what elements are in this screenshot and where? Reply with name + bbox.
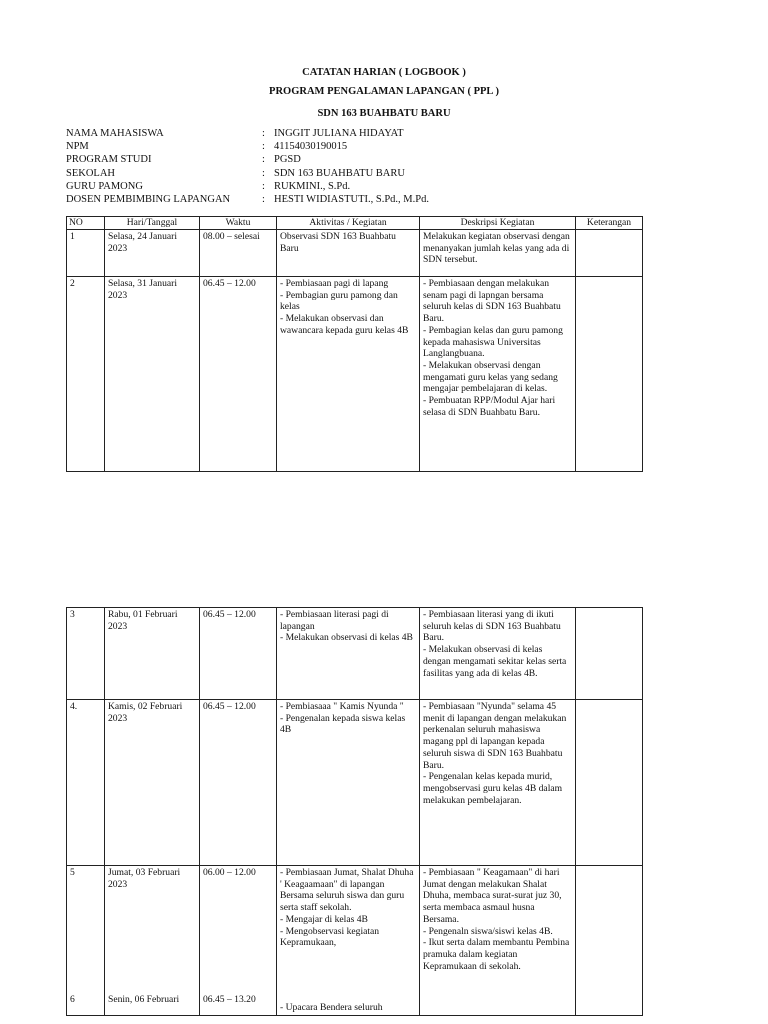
info-colon: : <box>262 193 265 205</box>
row-description <box>420 700 576 866</box>
description-line: - Pembiasaan dengan melakukan senam pagi di lapngan bersama seluruh kelas di SDN 163 Buahbatu Baru. <box>423 278 561 325</box>
info-colon: : <box>262 180 265 192</box>
header-activity: Aktivitas / Kegiatan <box>277 217 420 230</box>
activity-line: - Pembiasaan Jumat, Shalat Dhuha ' Keagaamaan" di lapangan Bersama seluruh siswa dan guru serta staff sekolah. <box>280 867 414 914</box>
description-line: - Pembiasaan literasi yang di ikuti seluruh kelas di SDN 163 Buahbatu Baru. <box>423 609 561 644</box>
row-date-value-next: Senin, 06 Februari <box>108 994 180 1005</box>
activity-line: - Pembiasaan literasi pagi di lapangan <box>280 609 389 632</box>
info-label: SEKOLAH <box>66 167 115 179</box>
description-line: Melakukan kegiatan observasi dengan menanyakan jumlah kelas yang ada di SDN tersebut. <box>423 231 570 266</box>
program-title: PROGRAM PENGALAMAN LAPANGAN ( PPL ) <box>269 86 499 97</box>
activity-line: - Pembagian guru pamong dan kelas <box>280 289 398 313</box>
activity-line: - Pembiasaaa " Kamis Nyunda " <box>280 701 404 712</box>
row-date: Rabu, 01 Februari 2023 <box>105 608 200 700</box>
description-line: - Pembiasaan "Nyunda" selama 45 menit di lapangan dengan melakukan perkenalan seluruh mahasiswa magang ppl di lapangan kepada seluruh siswa di SDN 163 Buahbatu Baru. <box>423 701 567 771</box>
row-activity <box>277 608 420 700</box>
header-description: Deskripsi Kegiatan <box>420 217 576 230</box>
description-line: - Pembuatan RPP/Modul Ajar hari selasa di SDN Buahbatu Baru. <box>423 395 556 418</box>
table-header-row <box>67 217 643 230</box>
info-label: NPM <box>66 141 89 153</box>
description-line: - Melakukan observasi dengan mengamati guru kelas yang sedang mengajar pembelajaran di kelas. <box>423 359 558 395</box>
description-line: - Melakukan observasi di kelas dengan mengamati sekitar kelas serta fasilitas yang ada di kelas 4B. <box>423 644 567 679</box>
header-no: NO <box>67 217 105 230</box>
activity-line: - Melakukan observasi di kelas 4B <box>280 632 413 644</box>
activity-line: - Pembiasaan pagi di lapang <box>280 278 389 289</box>
description-line: - Pembiasaan " Keagamaan" di hari Jumat dengan melakukan Shalat Dhuha, membaca surat-surat juz 30, serta membaca asmaul husna Bersama. <box>423 867 562 925</box>
logbook-table-1 <box>66 216 643 472</box>
row-date: Selasa, 24 Januari 2023 <box>105 230 200 277</box>
info-value: RUKMINI., S.Pd. <box>274 180 351 192</box>
description-line: - Ikut serta dalam membantu Pembina pramuka dalam kegiatan Kepramukaan di sekolah. <box>423 937 570 972</box>
activity-line-next: - Upacara Bendera seluruh <box>280 1002 383 1013</box>
activity-line: Observasi SDN 163 Buahbatu Baru <box>280 231 396 254</box>
description-line: - Pengenaln siswa/siswi kelas 4B. <box>423 925 553 937</box>
row-time: 06.45 – 12.00 <box>200 608 277 700</box>
row-description <box>420 230 576 277</box>
table-row <box>67 700 643 866</box>
row-no: 3 <box>67 608 105 700</box>
row-note <box>576 700 643 866</box>
logbook-title: CATATAN HARIAN ( LOGBOOK ) <box>302 67 466 78</box>
info-value: SDN 163 BUAHBATU BARU <box>274 167 405 179</box>
row-note <box>576 866 643 1016</box>
table-row <box>67 608 643 700</box>
row-no-value-next: 6 <box>70 994 75 1005</box>
info-label: GURU PAMONG <box>66 180 143 192</box>
row-no-value: 5 <box>70 867 75 878</box>
row-description <box>420 608 576 700</box>
row-description <box>420 277 576 472</box>
row-note <box>576 277 643 472</box>
activity-line: - Melakukan observasi dan wawancara kepada guru kelas 4B <box>280 313 409 336</box>
table-row <box>67 277 643 472</box>
logbook-table-2 <box>66 607 643 1016</box>
info-value: HESTI WIDIASTUTI., S.Pd., M.Pd. <box>274 193 429 205</box>
row-no: 2 <box>67 277 105 472</box>
row-activity <box>277 866 420 1016</box>
info-label: DOSEN PEMBIMBING LAPANGAN <box>66 193 231 205</box>
row-date: Kamis, 02 Februari 2023 <box>105 700 200 866</box>
row-no <box>67 866 105 1016</box>
row-activity <box>277 277 420 472</box>
description-line: - Pembagian kelas dan guru pamong kepada mahasiswa Universitas Langlangbuana. <box>423 324 563 360</box>
row-description <box>420 866 576 1016</box>
row-time: 06.45 – 12.00 <box>200 700 277 866</box>
table-row <box>67 866 643 1016</box>
row-time-value-next: 06.45 – 13.20 <box>203 994 256 1005</box>
info-value: 41154030190015 <box>274 141 348 153</box>
info-value: PGSD <box>274 154 301 166</box>
row-no: 4. <box>67 700 105 866</box>
info-colon: : <box>262 154 265 166</box>
activity-line: - Mengobservasi kegiatan Kepramukaan, <box>280 925 380 949</box>
header-date: Hari/Tanggal <box>105 217 200 230</box>
row-time-value: 06.00 – 12.00 <box>203 867 256 878</box>
row-date-value: Jumat, 03 Februari 2023 <box>108 867 181 890</box>
row-date <box>105 866 200 1016</box>
activity-line: - Mengajar di kelas 4B <box>280 913 368 925</box>
row-time <box>200 866 277 1016</box>
info-colon: : <box>262 167 265 179</box>
table-row <box>67 230 643 277</box>
school-title: SDN 163 BUAHBATU BARU <box>317 108 451 119</box>
row-activity <box>277 700 420 866</box>
info-value: INGGIT JULIANA HIDAYAT <box>274 128 404 139</box>
info-label: NAMA MAHASISWA <box>66 128 164 139</box>
row-date: Selasa, 31 Januari 2023 <box>105 277 200 472</box>
row-note <box>576 608 643 700</box>
activity-line: - Pengenalan kepada siswa kelas 4B <box>280 712 406 736</box>
info-colon: : <box>262 141 265 153</box>
row-time: 08.00 – selesai <box>200 230 277 277</box>
row-note <box>576 230 643 277</box>
description-line: - Pengenalan kelas kepada murid, mengobservasi guru kelas 4B dalam melakukan pembelajaran. <box>423 771 563 806</box>
header-note: Keterangan <box>576 217 643 230</box>
row-no: 1 <box>67 230 105 277</box>
header-time: Waktu <box>200 217 277 230</box>
info-colon: : <box>262 128 265 139</box>
row-activity <box>277 230 420 277</box>
row-time: 06.45 – 12.00 <box>200 277 277 472</box>
info-label: PROGRAM STUDI <box>66 154 152 166</box>
